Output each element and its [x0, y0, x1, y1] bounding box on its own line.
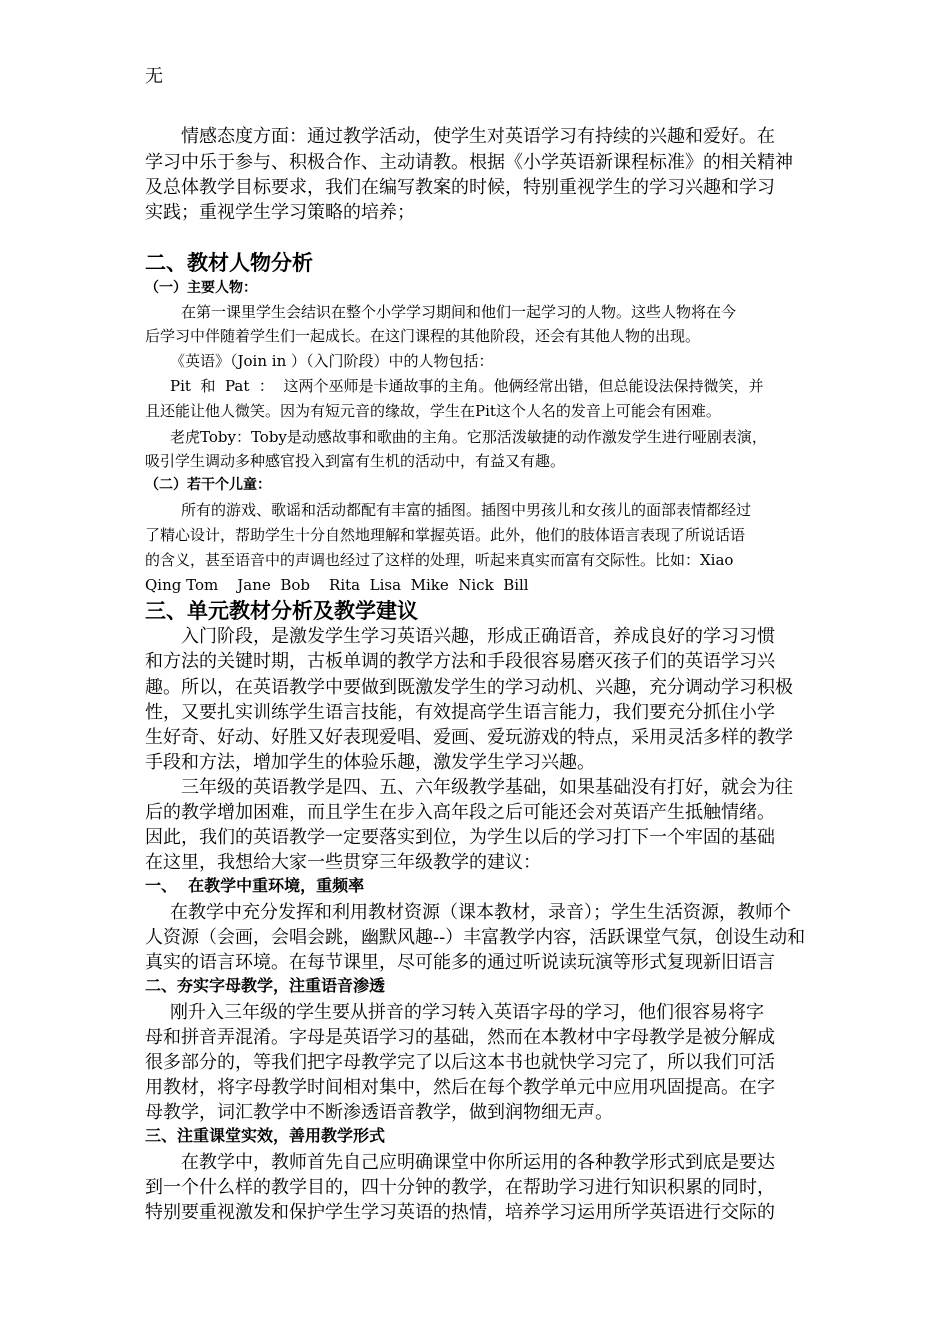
- paragraph-line: 在第一课里学生会结识在整个小学学习期间和他们一起学习的人物。这些人物将在今: [181, 303, 737, 321]
- paragraph-line: 后学习中伴随着学生们一起成长。在这门课程的其他阶段，还会有其他人物的出现。: [145, 327, 701, 345]
- paragraph-line: 三年级的英语教学是四、五、六年级教学基础，如果基础没有打好，就会为往: [181, 777, 793, 798]
- paragraph-line: 人资源（会画，会唱会跳，幽默风趣--）丰富教学内容，活跃课堂气氛，创设生动和: [145, 927, 806, 948]
- header-mark: 无: [145, 66, 163, 87]
- paragraph-line: Pit 和 Pat ： 这两个巫师是卡通故事的主角。他俩经常出错，但总能设法保持微笑，并: [170, 377, 764, 395]
- paragraph-line: 在教学中，教师首先自己应明确课堂中你所运用的各种教学形式到底是要达: [181, 1152, 775, 1173]
- paragraph-line: 用教材，将字母教学时间相对集中，然后在每个教学单元中应用巩固提高。在字: [145, 1077, 775, 1098]
- paragraph-line: 入门阶段，是激发学生学习英语兴趣，形成正确语音，养成良好的学习习惯: [181, 626, 775, 647]
- paragraph-line: 到一个什么样的教学目的，四十分钟的教学，在帮助学习进行知识积累的同时，: [145, 1177, 775, 1198]
- paragraph-line: 因此，我们的英语教学一定要落实到位，为学生以后的学习打下一个牢固的基础: [145, 827, 775, 848]
- paragraph-line: 学习中乐于参与、积极合作、主动请教。根据《小学英语新课程标准》的相关精神: [145, 152, 793, 173]
- paragraph-line: 吸引学生调动多种感官投入到富有生机的活动中，有益又有趣。: [145, 452, 566, 470]
- subsection-heading: （二）若干个儿童：: [145, 477, 271, 493]
- paragraph-line: 很多部分的，等我们把字母教学完了以后这本书也就快学习完了，所以我们可活: [145, 1052, 775, 1073]
- paragraph-line: 在教学中充分发挥和利用教材资源（课本教材，录音）；学生生活资源，教师个: [170, 902, 791, 923]
- paragraph-line: 趣。所以，在英语教学中要做到既激发学生的学习动机、兴趣，充分调动学习积极: [145, 677, 793, 698]
- paragraph-line: 及总体教学目标要求，我们在编写教案的时候，特别重视学生的学习兴趣和学习: [145, 177, 775, 198]
- paragraph-line: 后的教学增加困难，而且学生在步入高年段之后可能还会对英语产生抵触情绪。: [145, 802, 775, 823]
- paragraph-line: 真实的语言环境。在每节课里，尽可能多的通过听说读玩演等形式复现新旧语言: [145, 952, 775, 973]
- paragraph-line: 性，又要扎实训练学生语言技能，有效提高学生语言能力，我们要充分抓住小学: [145, 702, 775, 723]
- paragraph-line: 情感态度方面：通过教学活动，使学生对英语学习有持续的兴趣和爱好。在: [181, 126, 775, 147]
- paragraph-line: 的含义，甚至语音中的声调也经过了这样的处理，听起来真实而富有交际性。比如：Xiao: [145, 551, 734, 569]
- section-heading: 二、教材人物分析: [145, 251, 313, 275]
- paragraph-line: 特别要重视激发和保护学生学习英语的热情，培养学习运用所学英语进行交际的: [145, 1202, 775, 1223]
- paragraph-line: 《英语》（Join in ）（入门阶段）中的人物包括：: [170, 352, 494, 370]
- paragraph-line: 在这里，我想给大家一些贯穿三年级教学的建议：: [145, 852, 541, 873]
- paragraph-line: Qing Tom Jane Bob Rita Lisa Mike Nick Bill: [145, 576, 529, 594]
- paragraph-line: 了精心设计，帮助学生十分自然地理解和掌握英语。此外，他们的肢体语言表现了所说话语: [145, 526, 746, 544]
- subsection-heading: （一）主要人物：: [145, 280, 257, 296]
- suggestion-heading: 二、夯实字母教学，注重语音渗透: [145, 976, 386, 995]
- paragraph-line: 所有的游戏、歌谣和活动都配有丰富的插图。插图中男孩儿和女孩儿的面部表情都经过: [181, 501, 752, 519]
- suggestion-heading: 三、注重课堂实效，善用教学形式: [145, 1126, 386, 1145]
- paragraph-line: 母和拼音弄混淆。字母是英语学习的基础，然而在本教材中字母教学是被分解成: [145, 1027, 775, 1048]
- paragraph-line: 和方法的关键时期，古板单调的教学方法和手段很容易磨灭孩子们的英语学习兴: [145, 651, 775, 672]
- paragraph-line: 手段和方法，增加学生的体验乐趣，激发学生学习兴趣。: [145, 752, 595, 773]
- paragraph-line: 母教学，词汇教学中不断渗透语音教学，做到润物细无声。: [145, 1102, 613, 1123]
- paragraph-line: 且还能让他人微笑。因为有短元音的缘故，学生在Pit这个人名的发音上可能会有困难。: [145, 402, 721, 420]
- paragraph-line: 刚升入三年级的学生要从拼音的学习转入英语字母的学习，他们很容易将字: [170, 1002, 764, 1023]
- paragraph-line: 生好奇、好动、好胜又好表现爱唱、爱画、爱玩游戏的特点，采用灵活多样的教学: [145, 727, 793, 748]
- section-heading: 三、单元教材分析及教学建议: [145, 599, 418, 623]
- paragraph-line: 实践；重视学生学习策略的培养；: [145, 202, 415, 223]
- paragraph-line: 老虎Toby：Toby是动感故事和歌曲的主角。它那活泼敏捷的动作激发学生进行哑剧表演，: [170, 428, 767, 446]
- suggestion-heading: 一、 在教学中重环境，重频率: [145, 876, 365, 895]
